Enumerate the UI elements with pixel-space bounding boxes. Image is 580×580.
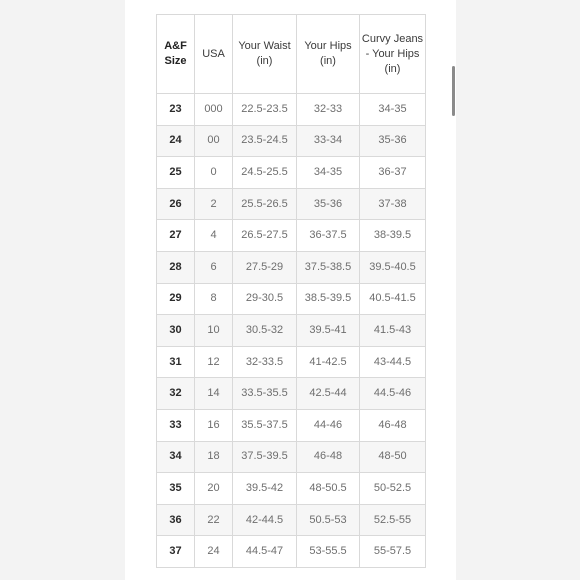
waist-cell: 26.5-27.5 xyxy=(233,220,297,252)
hips-cell: 46-48 xyxy=(297,441,360,473)
curvy-hips-cell: 52.5-55 xyxy=(360,504,426,536)
curvy-hips-cell: 41.5-43 xyxy=(360,315,426,347)
waist-cell: 29-30.5 xyxy=(233,283,297,315)
table-row xyxy=(157,251,426,283)
header-row xyxy=(157,15,426,94)
waist-cell: 22.5-23.5 xyxy=(233,94,297,126)
header-hips: Your Hips (in) xyxy=(297,15,360,94)
table-row xyxy=(157,94,426,126)
hips-cell: 37.5-38.5 xyxy=(297,251,360,283)
header-curvy-hips: Curvy Jeans - Your Hips (in) xyxy=(360,15,426,94)
table-row xyxy=(157,125,426,157)
usa-cell: 4 xyxy=(195,220,233,252)
usa-cell: 14 xyxy=(195,378,233,410)
waist-cell: 32-33.5 xyxy=(233,346,297,378)
af-size-cell: 36 xyxy=(157,504,195,536)
curvy-hips-cell: 39.5-40.5 xyxy=(360,251,426,283)
hips-cell: 42.5-44 xyxy=(297,378,360,410)
waist-cell: 35.5-37.5 xyxy=(233,409,297,441)
af-size-cell: 31 xyxy=(157,346,195,378)
waist-cell: 39.5-42 xyxy=(233,473,297,505)
af-size-cell: 27 xyxy=(157,220,195,252)
waist-cell: 44.5-47 xyxy=(233,536,297,568)
waist-cell: 37.5-39.5 xyxy=(233,441,297,473)
header-usa: USA xyxy=(195,15,233,94)
table-row xyxy=(157,188,426,220)
table-row xyxy=(157,220,426,252)
af-size-cell: 30 xyxy=(157,315,195,347)
hips-cell: 32-33 xyxy=(297,94,360,126)
waist-cell: 24.5-25.5 xyxy=(233,157,297,189)
waist-cell: 25.5-26.5 xyxy=(233,188,297,220)
table-row xyxy=(157,473,426,505)
usa-cell: 00 xyxy=(195,125,233,157)
hips-cell: 50.5-53 xyxy=(297,504,360,536)
usa-cell: 18 xyxy=(195,441,233,473)
waist-cell: 27.5-29 xyxy=(233,251,297,283)
af-size-cell: 25 xyxy=(157,157,195,189)
table-row xyxy=(157,504,426,536)
af-size-cell: 28 xyxy=(157,251,195,283)
af-size-cell: 32 xyxy=(157,378,195,410)
usa-cell: 6 xyxy=(195,251,233,283)
hips-cell: 36-37.5 xyxy=(297,220,360,252)
hips-cell: 53-55.5 xyxy=(297,536,360,568)
hips-cell: 33-34 xyxy=(297,125,360,157)
af-size-cell: 23 xyxy=(157,94,195,126)
curvy-hips-cell: 48-50 xyxy=(360,441,426,473)
usa-cell: 8 xyxy=(195,283,233,315)
af-size-cell: 35 xyxy=(157,473,195,505)
af-size-cell: 33 xyxy=(157,409,195,441)
usa-cell: 16 xyxy=(195,409,233,441)
size-chart-table xyxy=(156,14,426,568)
curvy-hips-cell: 38-39.5 xyxy=(360,220,426,252)
curvy-hips-cell: 37-38 xyxy=(360,188,426,220)
hips-cell: 34-35 xyxy=(297,157,360,189)
table-row xyxy=(157,409,426,441)
curvy-hips-cell: 50-52.5 xyxy=(360,473,426,505)
waist-cell: 30.5-32 xyxy=(233,315,297,347)
usa-cell: 10 xyxy=(195,315,233,347)
usa-cell: 22 xyxy=(195,504,233,536)
af-size-cell: 24 xyxy=(157,125,195,157)
table-body xyxy=(157,94,426,568)
curvy-hips-cell: 35-36 xyxy=(360,125,426,157)
af-size-cell: 37 xyxy=(157,536,195,568)
curvy-hips-cell: 40.5-41.5 xyxy=(360,283,426,315)
usa-cell: 0 xyxy=(195,157,233,189)
table-row xyxy=(157,378,426,410)
curvy-hips-cell: 43-44.5 xyxy=(360,346,426,378)
af-size-cell: 26 xyxy=(157,188,195,220)
hips-cell: 38.5-39.5 xyxy=(297,283,360,315)
usa-cell: 000 xyxy=(195,94,233,126)
table-row xyxy=(157,157,426,189)
usa-cell: 20 xyxy=(195,473,233,505)
hips-cell: 35-36 xyxy=(297,188,360,220)
table-row xyxy=(157,315,426,347)
waist-cell: 23.5-24.5 xyxy=(233,125,297,157)
table-row xyxy=(157,536,426,568)
hips-cell: 48-50.5 xyxy=(297,473,360,505)
header-af-size: A&F Size xyxy=(157,15,195,94)
hips-cell: 44-46 xyxy=(297,409,360,441)
hips-cell: 41-42.5 xyxy=(297,346,360,378)
waist-cell: 33.5-35.5 xyxy=(233,378,297,410)
usa-cell: 2 xyxy=(195,188,233,220)
hips-cell: 39.5-41 xyxy=(297,315,360,347)
table-row xyxy=(157,283,426,315)
af-size-cell: 29 xyxy=(157,283,195,315)
curvy-hips-cell: 55-57.5 xyxy=(360,536,426,568)
table-row xyxy=(157,441,426,473)
af-size-cell: 34 xyxy=(157,441,195,473)
usa-cell: 12 xyxy=(195,346,233,378)
scrollbar-thumb[interactable] xyxy=(452,66,455,116)
curvy-hips-cell: 46-48 xyxy=(360,409,426,441)
header-waist: Your Waist (in) xyxy=(233,15,297,94)
usa-cell: 24 xyxy=(195,536,233,568)
curvy-hips-cell: 44.5-46 xyxy=(360,378,426,410)
curvy-hips-cell: 34-35 xyxy=(360,94,426,126)
curvy-hips-cell: 36-37 xyxy=(360,157,426,189)
table-row xyxy=(157,346,426,378)
waist-cell: 42-44.5 xyxy=(233,504,297,536)
